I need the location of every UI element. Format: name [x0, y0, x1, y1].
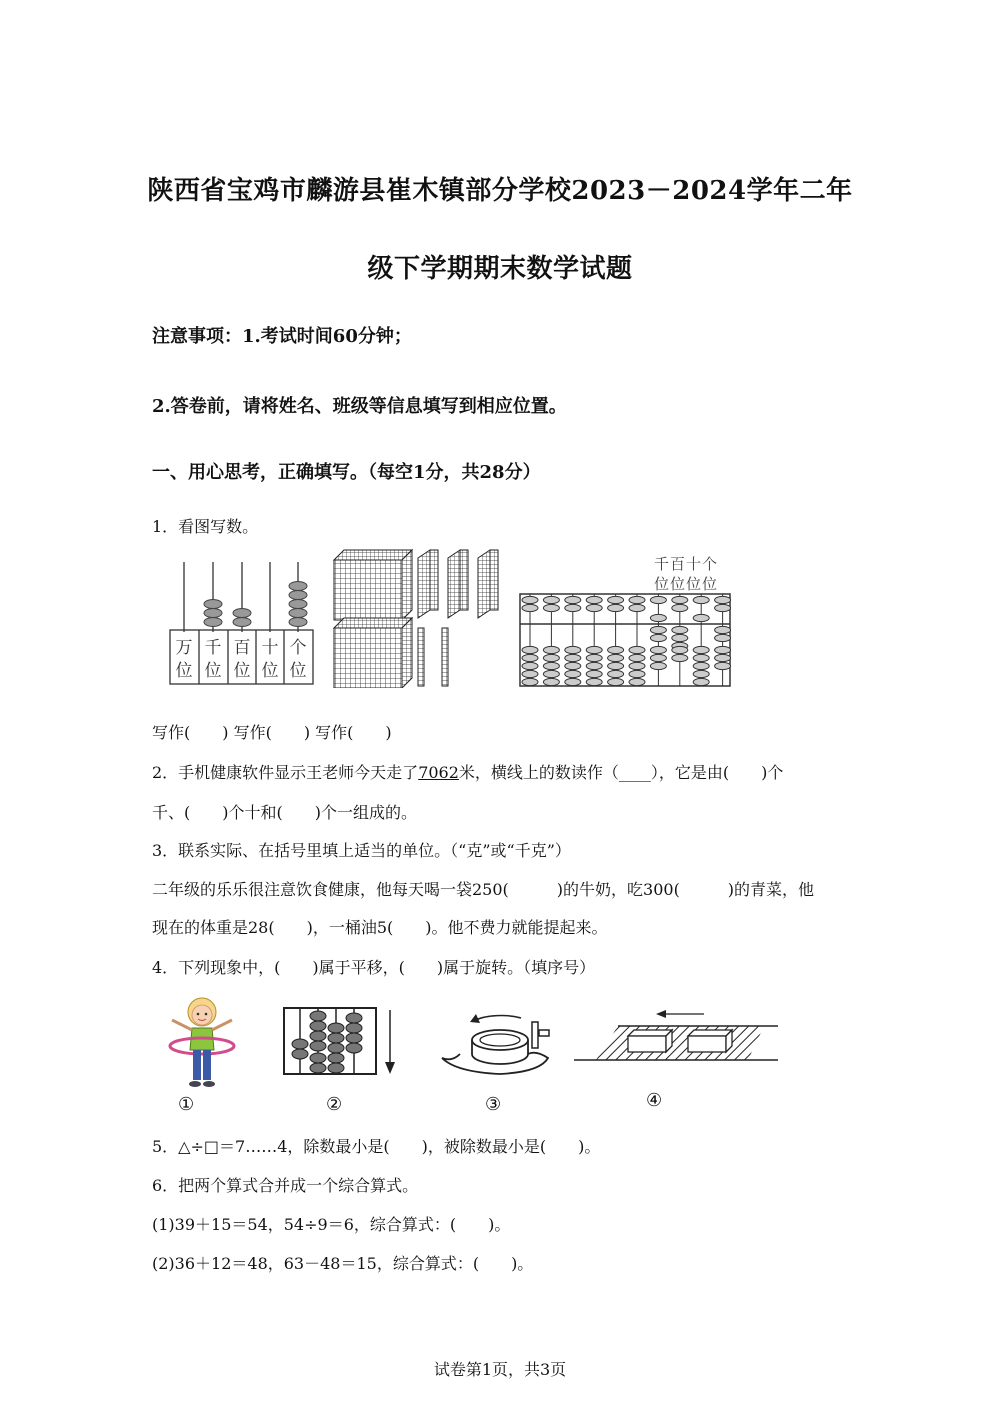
base-ten-blocks-figure — [330, 548, 514, 688]
abacus-bead — [650, 646, 666, 653]
abacus-label-bai: 百 — [233, 638, 251, 658]
abacus-bead — [693, 596, 709, 603]
section-heading: 一、用心思考，正确填写。（每空1分，共28分） — [152, 462, 541, 483]
abacus-label-wei-4: 位 — [261, 661, 279, 681]
abacus-bead — [715, 626, 731, 633]
abacus-label-wei-1: 位 — [175, 661, 193, 681]
abacus-bead — [629, 662, 645, 669]
abacus-bead — [543, 670, 559, 677]
question-4: 4．下列现象中，( )属于平移，( )属于旋转。（填序号） — [152, 958, 596, 977]
abacus-label-wan: 万 — [175, 638, 193, 658]
figure-label-2: ② — [326, 1094, 343, 1115]
abacus-bead — [522, 604, 538, 611]
notice-line2: 2.答卷前，请将姓名、班级等信息填写到相应位置。 — [152, 396, 567, 417]
question-2-text-b: 米，横线上的数读作（____），它是由( )个 — [458, 763, 784, 782]
question-6-sub2: (2)36＋12＝48，63－48＝15，综合算式：( )。 — [152, 1254, 534, 1273]
abacus-bead — [586, 596, 602, 603]
abacus-bead — [565, 670, 581, 677]
abacus-bead — [650, 626, 666, 633]
abacus-bead — [672, 646, 688, 653]
sliding-blocks-figure — [572, 1004, 780, 1068]
abacus-bead — [650, 634, 666, 641]
abacus-label-wei-5: 位 — [289, 661, 307, 681]
abacus-bead — [650, 614, 666, 621]
question-3: 3．联系实际、在括号里填上适当的单位。（“克”或“千克”） — [152, 841, 571, 860]
abacus-bead — [543, 654, 559, 661]
abacus-bead — [522, 596, 538, 603]
abacus-bead — [672, 596, 688, 603]
figure-label-4: ④ — [646, 1090, 663, 1111]
abacus-bead — [672, 626, 688, 633]
abacus-bead — [586, 604, 602, 611]
abacus-bead — [608, 670, 624, 677]
abacus-bead — [565, 654, 581, 661]
question-6-sub1: (1)39＋15＝54，54÷9＝6，综合算式：( )。 — [152, 1215, 511, 1234]
abacus-bead — [522, 662, 538, 669]
abacus-bead — [672, 634, 688, 641]
abacus-bead — [715, 596, 731, 603]
abacus-bead — [586, 670, 602, 677]
big-abacus-header-top: 千百十个 — [654, 555, 719, 573]
abacus-bead — [608, 646, 624, 653]
abacus-bead — [522, 670, 538, 677]
abacus-bead — [715, 654, 731, 661]
abacus-bead — [715, 662, 731, 669]
notice-line1: 注意事项：1.考试时间60分钟； — [152, 326, 412, 347]
abacus-bead — [522, 654, 538, 661]
abacus-bead — [586, 646, 602, 653]
abacus-bead — [672, 604, 688, 611]
question-6: 6．把两个算式合并成一个综合算式。 — [152, 1176, 419, 1195]
abacus-bead — [586, 654, 602, 661]
question-2-text-a: 2．手机健康软件显示王老师今天走了 — [152, 763, 419, 782]
abacus-bead — [629, 604, 645, 611]
abacus-bead — [693, 662, 709, 669]
abacus-bead — [543, 604, 559, 611]
abacus-bead — [715, 646, 731, 653]
question-2-line1 — [152, 760, 783, 783]
abacus-label-qian: 千 — [204, 638, 222, 658]
small-abacus-arrow-figure — [282, 1006, 402, 1078]
figure-label-1: ① — [178, 1094, 195, 1115]
question-2-line2: 千、( )个十和( )个一组成的。 — [152, 803, 417, 822]
abacus-label-ge: 个 — [289, 638, 307, 658]
big-abacus-figure — [518, 592, 734, 688]
millstone-rotation-figure — [436, 1010, 556, 1082]
question-1: 1．看图写数。 — [152, 517, 259, 536]
abacus-bead — [672, 654, 688, 661]
figure-label-3: ③ — [485, 1094, 502, 1115]
abacus-figure — [168, 558, 316, 688]
abacus-bead — [629, 670, 645, 677]
girl-hula-hoop-figure — [162, 992, 242, 1092]
abacus-bead — [629, 646, 645, 653]
question-1-answers: 写作( ) 写作( ) 写作( ) — [152, 723, 392, 742]
abacus-bead — [543, 596, 559, 603]
abacus-bead — [586, 678, 602, 685]
abacus-bead — [543, 678, 559, 685]
abacus-bead — [565, 604, 581, 611]
abacus-bead — [693, 678, 709, 685]
question-3-line2: 二年级的乐乐很注意饮食健康，他每天喝一袋250( )的牛奶，吃300( )的青菜，他 — [152, 880, 815, 899]
page-title-line2: 级下学期期末数学试题 — [367, 254, 633, 284]
abacus-bead — [715, 634, 731, 641]
page-title-line1: 陕西省宝鸡市麟游县崔木镇部分学校2023－2024学年二年 — [147, 176, 853, 206]
abacus-bead — [586, 662, 602, 669]
question-5: 5．△÷□＝7……4，除数最小是( )，被除数最小是( )。 — [152, 1137, 601, 1156]
abacus-bead — [522, 646, 538, 653]
abacus-label-wei-2: 位 — [204, 661, 222, 681]
abacus-bead — [693, 654, 709, 661]
abacus-bead — [650, 654, 666, 661]
big-abacus-header-bottom: 位位位位 — [654, 575, 719, 593]
abacus-bead — [629, 654, 645, 661]
abacus-label-wei-3: 位 — [233, 661, 251, 681]
page-footer: 试卷第1页，共3页 — [433, 1360, 567, 1379]
abacus-bead — [608, 654, 624, 661]
abacus-bead — [608, 596, 624, 603]
abacus-bead — [543, 646, 559, 653]
abacus-bead — [565, 662, 581, 669]
abacus-bead — [565, 596, 581, 603]
abacus-label-shi: 十 — [261, 638, 279, 658]
abacus-bead — [608, 604, 624, 611]
abacus-bead — [693, 646, 709, 653]
abacus-bead — [650, 596, 666, 603]
abacus-bead — [565, 678, 581, 685]
abacus-bead — [629, 678, 645, 685]
abacus-bead — [715, 604, 731, 611]
abacus-bead — [650, 662, 666, 669]
abacus-bead — [565, 646, 581, 653]
abacus-bead — [693, 670, 709, 677]
abacus-bead — [608, 662, 624, 669]
abacus-bead — [543, 662, 559, 669]
question-2-underlined-number: 7062 — [418, 763, 459, 782]
abacus-bead — [608, 678, 624, 685]
abacus-bead — [693, 614, 709, 621]
abacus-bead — [629, 596, 645, 603]
abacus-bead — [522, 678, 538, 685]
question-3-line3: 现在的体重是28( )，一桶油5( )。他不费力就能提起来。 — [152, 918, 608, 937]
